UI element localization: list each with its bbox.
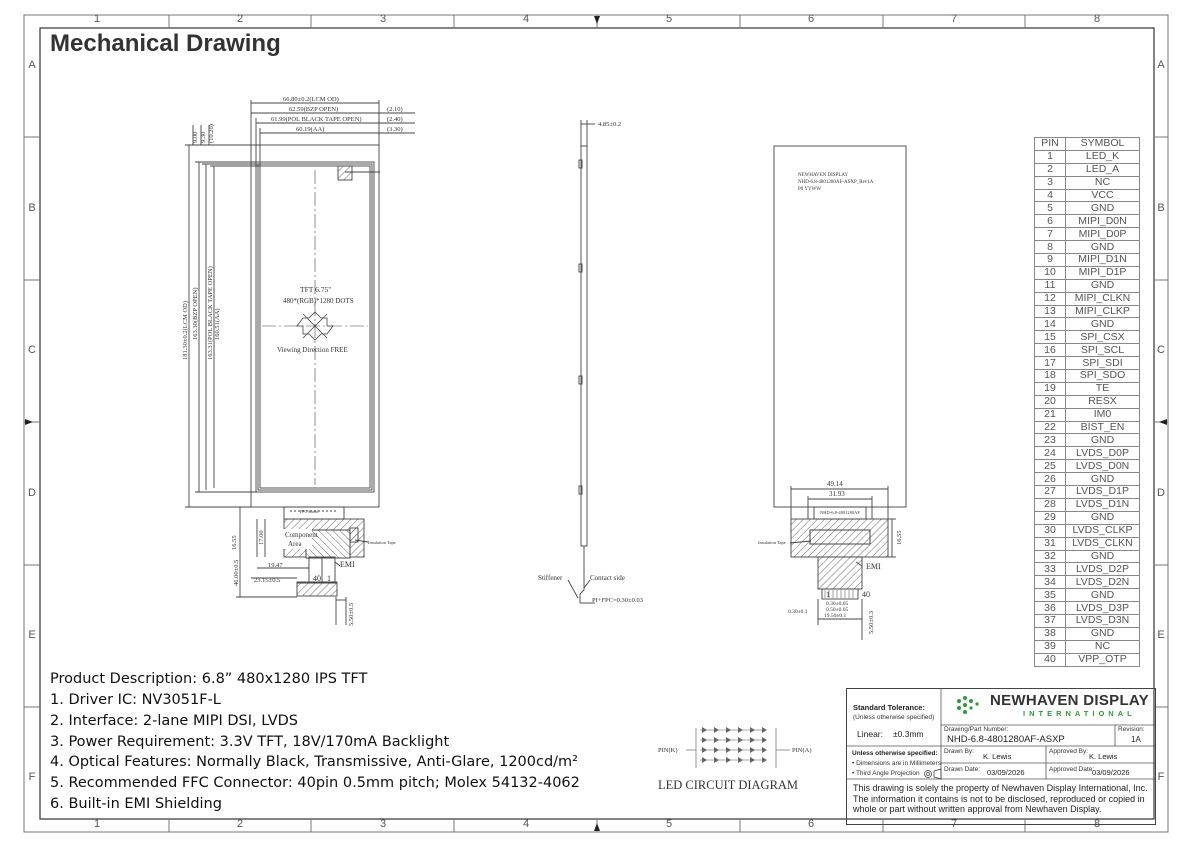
pin-row [1035,511,1140,524]
pin-row [1035,266,1140,279]
dim-top-off2: 9.30 [200,131,207,143]
pin-symbol: LVDS_D0P [1066,447,1140,460]
pin-number: 31 [1035,537,1066,550]
back-label-1: NEWHAVEN DISPLAY [798,173,849,178]
pin-row [1035,602,1140,615]
dim-aa-h: 160.51(AA) [214,308,221,340]
unless-otherwise-label: Unless otherwise specified: [852,750,938,757]
pin-number: 38 [1035,627,1066,640]
pin-row [1035,434,1140,447]
dim-off3: (3.30) [387,126,403,133]
back-label-2: NHD-6.8-4801280AF-ASXP_Rev1A [798,180,874,185]
back-pin40-label: 40 [862,590,870,599]
pin-row [1035,447,1140,460]
approved-by-label: Approved By: [1049,748,1089,755]
contact-side-label: Contact side [590,574,625,582]
pin-number: 35 [1035,589,1066,602]
pin-symbol: GND [1066,589,1140,602]
back-p1: 0.30±0.05 [826,601,849,607]
pin-number: 27 [1035,486,1066,499]
dim-off1: (2.10) [387,106,403,113]
dim-off2: (2.40) [387,116,403,123]
pin-symbol: GND [1066,434,1140,447]
pin-row [1035,537,1140,550]
pin-symbol: LVDS_D0N [1066,460,1140,473]
description-item: 3. Power Requirement: 3.3V TFT, 18V/170mA Backlight [50,734,450,750]
led-pin-a-label: PIN(A) [792,747,812,754]
pin-row [1035,150,1140,163]
dim-polblack-w: 61.99(POL BLACK TAPE OPEN) [271,116,362,123]
linear-value: ±0.3mm [893,729,924,739]
fpc-shield-label: FPC Shield [300,509,319,514]
pin-symbol: VPP_OTP [1066,653,1140,666]
back-dim-4914: 49.14 [827,480,843,488]
approved-date: 03/09/2026 [1092,768,1130,777]
revision-label: Revision: [1118,726,1145,733]
pin-row [1035,331,1140,344]
viewing-label: Viewing Direction FREE [277,346,348,354]
symbol-header: SYMBOL [1066,138,1140,151]
led-pin-k-label: PIN(K) [658,747,678,754]
pin-symbol: LED_A [1066,163,1140,176]
pin-row [1035,460,1140,473]
pin-number: 26 [1035,473,1066,486]
unless-label: (Unless otherwise specified) [853,714,935,721]
pin-row [1035,524,1140,537]
dim-top-off3: (10.20) [208,124,215,143]
led-circuit-diagram [650,718,830,798]
pin-number: 3 [1035,176,1066,189]
description-item: 1. Driver IC: NV3051F-L [50,692,221,708]
pin-symbol: LVDS_CLKP [1066,524,1140,537]
pin-number: 32 [1035,550,1066,563]
pin-row [1035,357,1140,370]
pin-number: 10 [1035,266,1066,279]
pin-symbol: LVDS_D1N [1066,498,1140,511]
zone-row-b-right: B [1157,202,1165,214]
pin-number: 2 [1035,163,1066,176]
zone-col-2-bottom: 2 [236,818,244,830]
back-p2: 0.50±0.05 [826,607,849,613]
pin-number: 11 [1035,279,1066,292]
pin-symbol: BIST_EN [1066,421,1140,434]
pin-number: 24 [1035,447,1066,460]
pin40-label: 40 [313,574,321,583]
pin-number: 33 [1035,563,1066,576]
zone-col-4-bottom: 4 [522,818,530,830]
dim-1655: 16.55 [231,535,238,550]
pin-row [1035,228,1140,241]
company-name: NEWHAVEN DISPLAY [990,692,1149,709]
pin-number: 28 [1035,498,1066,511]
pin-number: 16 [1035,344,1066,357]
pin-row [1035,486,1140,499]
pin-row [1035,589,1140,602]
pin-number: 23 [1035,434,1066,447]
pin-header: PIN [1035,138,1066,151]
pin-number: 25 [1035,460,1066,473]
pin-row [1035,202,1140,215]
pin-number: 6 [1035,215,1066,228]
part-number: NHD-6.8-4801280AF-ASXP [947,734,1065,745]
pin-number: 9 [1035,254,1066,267]
pin-row [1035,254,1140,267]
pin-row [1035,653,1140,666]
pin-symbol: MIPI_D0N [1066,215,1140,228]
description-item: 6. Built-in EMI Shielding [50,796,222,812]
zone-row-f-right: F [1157,771,1165,783]
description-item: 2. Interface: 2-lane MIPI DSI, LVDS [50,713,299,729]
description-item: 5. Recommended FFC Connector: 40pin 0.5mm pitch; Molex 54132-4062 [50,775,580,791]
pin-row [1035,176,1140,189]
dim-17: 17.00 [258,530,265,545]
zone-row-e-right: E [1157,629,1165,641]
pin-symbol: MIPI_D1N [1066,254,1140,267]
description-heading: Product Description: 6.8” 480x1280 IPS TFT [50,671,368,687]
pin-symbol: MIPI_D1P [1066,266,1140,279]
pin1-label: 1 [327,574,331,583]
pin-number: 17 [1035,357,1066,370]
side-dim-thk: 4.85±0.2 [598,121,622,128]
back-dim-55: 5.50±0.3 [868,610,875,634]
pin-symbol: LED_K [1066,150,1140,163]
back-insulation-label: Insulation Tape [758,540,786,545]
zone-col-7: 7 [950,13,958,25]
zone-col-6-bottom: 6 [807,818,815,830]
pin-symbol: NC [1066,640,1140,653]
pin-symbol: LVDS_D2N [1066,576,1140,589]
zone-col-3: 3 [379,13,387,25]
pin-number: 21 [1035,408,1066,421]
pin-number: 30 [1035,524,1066,537]
pin-symbol: SPI_SDO [1066,370,1140,383]
zone-col-5-bottom: 5 [665,818,673,830]
drawn-date-label: Drawn Date: [944,766,981,773]
pin-number: 7 [1035,228,1066,241]
dim-polblack-h: 163.31(POL BLACK TAPE OPEN) [207,266,214,360]
tft-label: TFT 6.75" [300,285,332,294]
dim-1947: 19.47 [268,562,283,569]
third-angle-label: • Third Angle Projection [852,770,920,777]
dots-label: 480*(RGB)*1280 DOTS [283,297,354,305]
pin-number: 40 [1035,653,1066,666]
pin-row [1035,370,1140,383]
zone-col-8: 8 [1093,13,1101,25]
pin-number: 1 [1035,150,1066,163]
pin-number: 15 [1035,331,1066,344]
pin-symbol: SPI_CSX [1066,331,1140,344]
part-number-label: Drawing/Part Number: [944,726,1009,733]
back-pin1-label: 1 [826,590,830,599]
zone-col-8-bottom: 8 [1093,818,1101,830]
pin-row [1035,395,1140,408]
pin-row [1035,408,1140,421]
pin-symbol: LVDS_D2P [1066,563,1140,576]
pin-table-header [1035,138,1140,151]
zone-col-4: 4 [522,13,530,25]
back-emi-label: EMI [866,562,881,571]
pin-number: 13 [1035,305,1066,318]
pin-symbol: LVDS_D3N [1066,614,1140,627]
component-area-label-2: Area [288,540,302,548]
led-caption: LED CIRCUIT DIAGRAM [658,778,799,792]
drawn-by: K. Lewis [983,752,1012,761]
pin-symbol: MIPI_D0P [1066,228,1140,241]
pin-row [1035,614,1140,627]
zone-row-d: D [28,487,36,499]
zone-row-c: C [28,344,36,356]
disclaimer: This drawing is solely the property of Newhaven Display International, Inc. The information it contains is not to be disclosed, reproduced or copied in whole or part without written approval from Newhaven Display. [853,783,1148,814]
pin-number: 4 [1035,189,1066,202]
pin-row [1035,292,1140,305]
pin-row [1035,241,1140,254]
pin-row [1035,305,1140,318]
pin-number: 20 [1035,395,1066,408]
zone-row-a: A [28,59,36,71]
pin-number: 39 [1035,640,1066,653]
pin-symbol: GND [1066,202,1140,215]
pin-symbol: MIPI_CLKP [1066,305,1140,318]
zone-row-b: B [28,202,36,214]
pin-symbol: IM0 [1066,408,1140,421]
dim-46: 46.00±0.5 [233,559,240,586]
pin-symbol: GND [1066,550,1140,563]
pin-symbol: VCC [1066,189,1140,202]
dim-lcm-od-h: 181.30±0.2(LCM OD) [182,301,189,360]
back-dim-1655: 16.55 [896,530,903,545]
pin-number: 29 [1035,511,1066,524]
pin-symbol: LVDS_D1P [1066,486,1140,499]
zone-row-f: F [28,771,36,783]
pin-number: 19 [1035,382,1066,395]
pin-symbol: GND [1066,473,1140,486]
pin-row [1035,627,1140,640]
zone-row-a-right: A [1157,59,1165,71]
dim-2315: 23.15±0.5 [254,577,281,584]
pin-row [1035,382,1140,395]
revision-value: 1A [1131,735,1141,744]
pin-number: 34 [1035,576,1066,589]
zone-col-1: 1 [93,13,101,25]
pin-number: 8 [1035,241,1066,254]
pin-row [1035,189,1140,202]
pin-row [1035,279,1140,292]
pin-number: 18 [1035,370,1066,383]
zone-col-3-bottom: 3 [379,818,387,830]
pin-symbol: GND [1066,318,1140,331]
dim-aa-w: 60.19(AA) [296,126,325,133]
pin-symbol: MIPI_CLKN [1066,292,1140,305]
pin-row [1035,640,1140,653]
zone-col-2: 2 [236,13,244,25]
component-area-label: Component [285,531,318,539]
pin-row [1035,550,1140,563]
pin-symbol: TE [1066,382,1140,395]
approved-by: K. Lewis [1089,752,1118,761]
back-p4: 0.30±0.1 [788,609,808,615]
pin-symbol: GND [1066,511,1140,524]
pin-number: 5 [1035,202,1066,215]
pin-row [1035,318,1140,331]
pin-symbol: SPI_SDI [1066,357,1140,370]
zone-col-6: 6 [807,13,815,25]
zone-row-d-right: D [1157,487,1165,499]
linear-label: Linear: [857,729,883,739]
dim-bzp-w: 62.59(BZP OPEN) [289,106,339,113]
dim-top-off1: 9.00 [192,131,199,143]
dim-lcm-od-w: 66.80±0.2(LCM OD) [283,96,339,103]
pin-symbol: SPI_SCL [1066,344,1140,357]
company-subtitle: INTERNATIONAL [1023,709,1136,718]
zone-col-5: 5 [665,13,673,25]
pin-row [1035,215,1140,228]
pin-symbol: LVDS_CLKN [1066,537,1140,550]
pin-row [1035,576,1140,589]
stiffener-label: Stiffener [538,574,563,582]
page-title: Mechanical Drawing [50,30,281,57]
pin-symbol: GND [1066,279,1140,292]
pin-number: 14 [1035,318,1066,331]
drawn-date: 03/09/2026 [987,768,1025,777]
zone-col-7-bottom: 7 [950,818,958,830]
pin-row [1035,563,1140,576]
pin-symbol: GND [1066,627,1140,640]
pin-symbol: NC [1066,176,1140,189]
zone-col-1-bottom: 1 [93,818,101,830]
insulation-tape-label: Insulation Tape [368,540,396,545]
pin-row [1035,163,1140,176]
mm-label: • Dimensions are in Millimeters [852,760,941,767]
pin-symbol: GND [1066,241,1140,254]
std-tolerance-label: Standard Tolerance: [853,703,925,712]
pin-number: 22 [1035,421,1066,434]
pin-table [1034,137,1140,667]
pin-row [1035,421,1140,434]
drawn-by-label: Drawn By: [944,748,974,755]
emi-label: EMI [340,560,355,569]
pin-symbol: LVDS_D3P [1066,602,1140,615]
zone-row-c-right: C [1157,344,1165,356]
pin-symbol: RESX [1066,395,1140,408]
pin-row [1035,473,1140,486]
pin-row [1035,344,1140,357]
dim-55: 5.50±0.5 [348,602,355,626]
pin-number: 37 [1035,614,1066,627]
title-block [846,688,1156,825]
approved-date-label: Approved Date: [1049,766,1095,773]
pin-number: 36 [1035,602,1066,615]
back-label-3: P0 YYWW [798,187,822,192]
back-dim-3193: 31.93 [829,490,845,498]
back-p3: 19.50±0.1 [824,613,847,619]
fpc-thk-label: PI+FPC=0.30±0.03 [592,597,643,604]
pin-number: 12 [1035,292,1066,305]
back-fpc-label: NHD-6.8-4801280AF [820,510,860,515]
description-item: 4. Optical Features: Normally Black, Transmissive, Anti-Glare, 1200cd/m² [50,754,578,770]
pin-row [1035,498,1140,511]
zone-row-e: E [28,629,36,641]
dim-bzp-h: 163.30(BZP OPEN) [192,287,199,340]
